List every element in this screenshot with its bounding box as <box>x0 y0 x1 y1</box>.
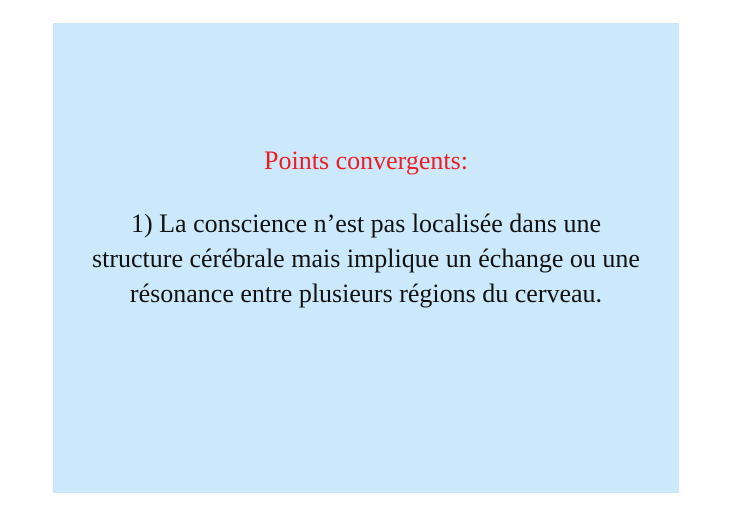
slide <box>53 23 679 493</box>
slide-body-text: 1) La conscience n’est pas localisée dans une structure cérébrale mais implique un échange ou une résonance entre plusieurs régions du cerveau. <box>92 209 640 308</box>
slide-title: Points convergents: <box>264 146 468 175</box>
